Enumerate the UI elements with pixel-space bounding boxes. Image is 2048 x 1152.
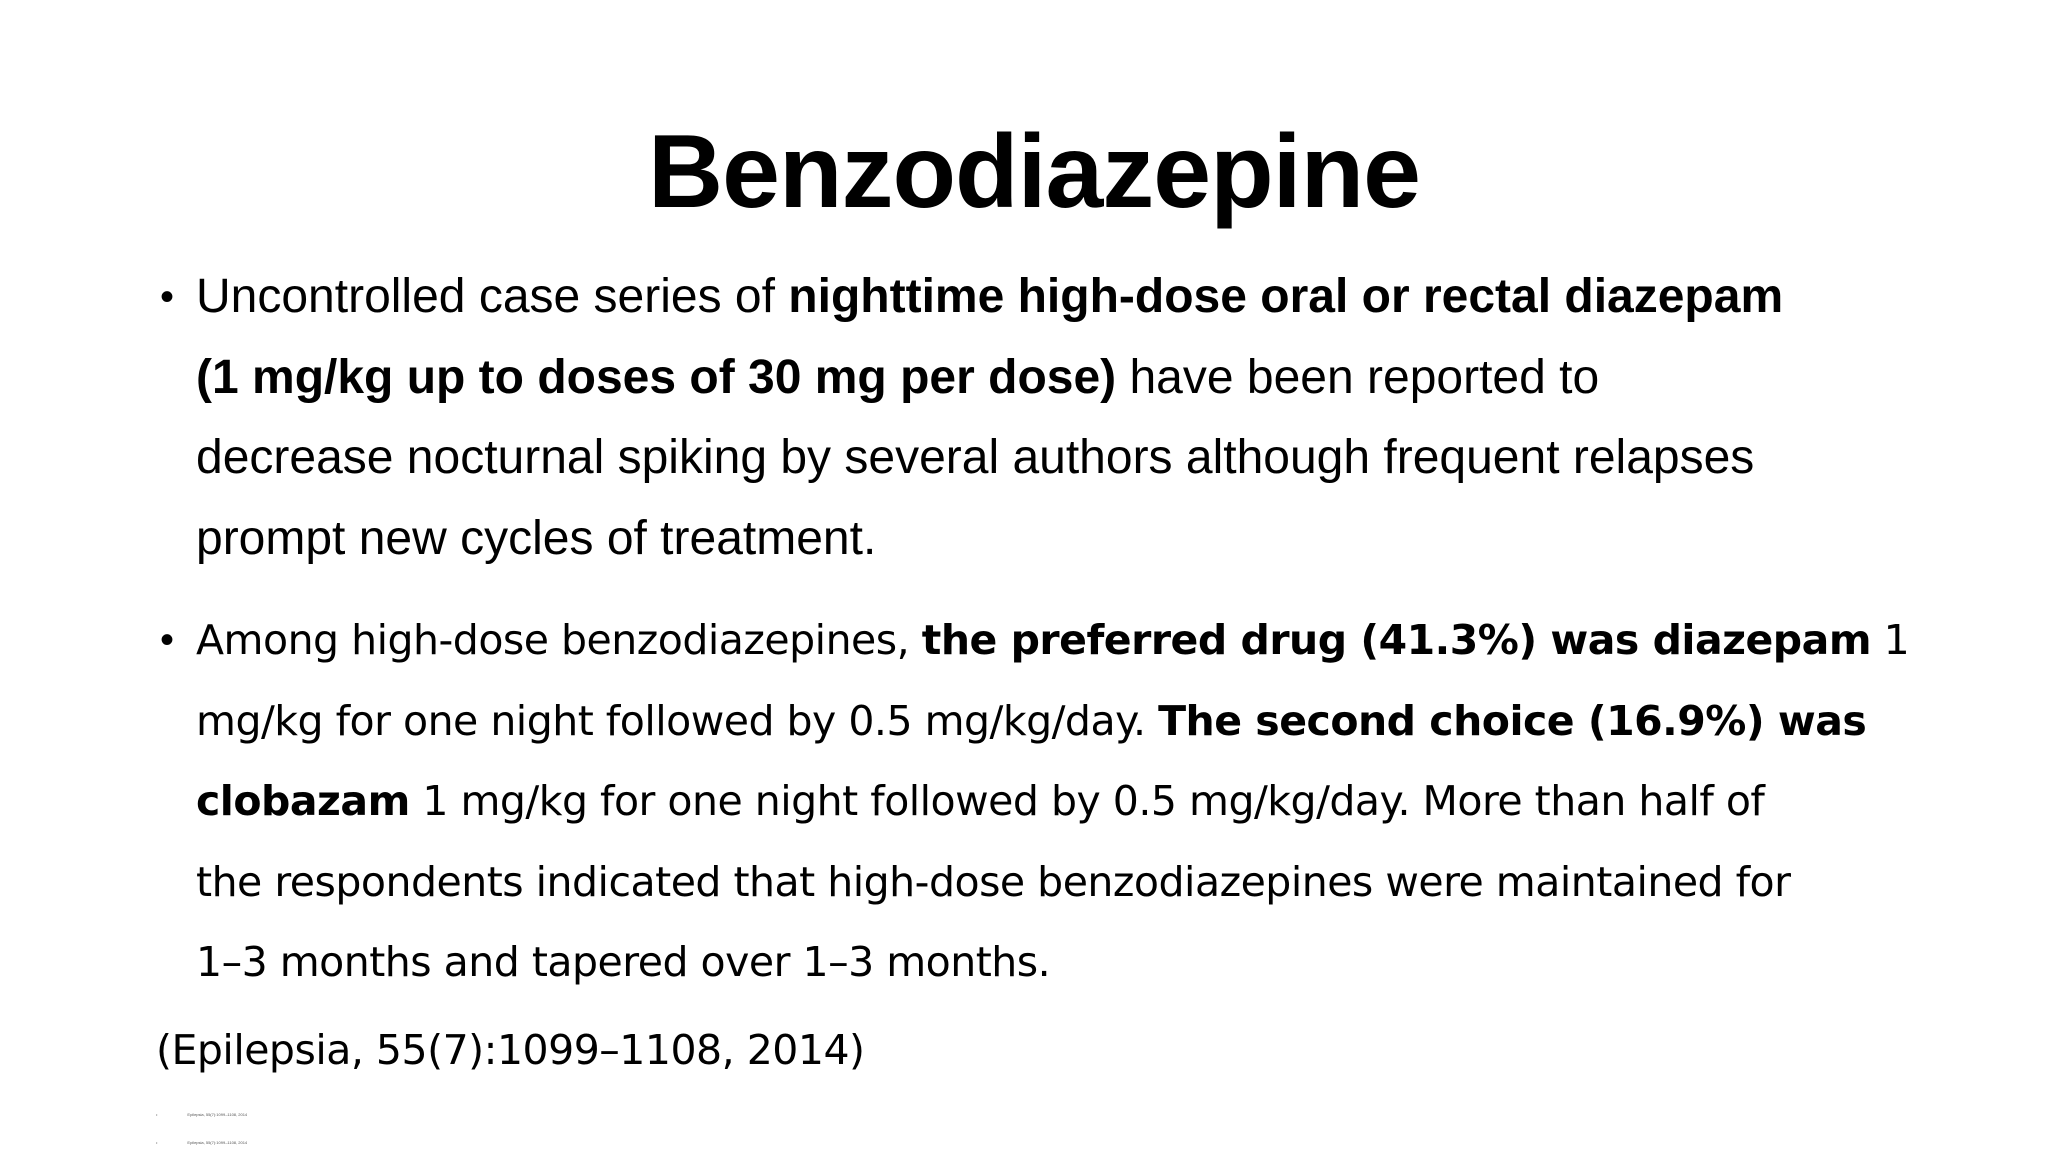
bullet-2-line-5: 1–3 months and tapered over 1–3 months. <box>196 938 1051 986</box>
bullet-2-text: Among high-dose benzodiazepines, <box>196 616 922 664</box>
bullet-2-line-2 <box>196 681 1936 762</box>
footnote-text: Epilepsia, 55(7):1099–1108, 2014 <box>187 1140 248 1145</box>
bullet-2-line-1 <box>196 600 1936 681</box>
bullet-1-bold-dose: (1 mg/kg up to doses of 30 mg per dose) <box>196 350 1117 404</box>
bullet-1-text: Uncontrolled case series of <box>196 270 789 323</box>
bullet-2-bold-second: The second choice (16.9%) was <box>1158 696 1867 745</box>
bullet-1-line-3: decrease nocturnal spiking by several authors although frequent relapses <box>196 431 1755 484</box>
bullet-1-line-4: prompt new cycles of treatment. <box>196 511 877 565</box>
bullet-2-bold-preferred: the preferred drug (41.3%) was diazepam <box>921 616 1872 664</box>
bullet-item-2 <box>160 600 1936 1003</box>
bullet-marker: • <box>160 618 174 662</box>
bullet-marker: • <box>160 275 175 319</box>
bullet-1-line-1 <box>196 257 1936 338</box>
citation: (Epilepsia, 55(7):1099–1108, 2014) <box>156 1026 865 1074</box>
bullet-2-line-3 <box>196 761 1936 842</box>
bullet-item-1 <box>160 257 1936 579</box>
footnote-text: Epilepsia, 55(7):1099–1108, 2014 <box>187 1112 248 1117</box>
bullet-1-bold-text: nighttime high-dose oral or rectal diazepam <box>788 270 1784 323</box>
bullet-1-text: have been reported to <box>1116 350 1600 404</box>
bullet-2-line-4: the respondents indicated that high-dose benzodiazepines were maintained for <box>196 857 1791 906</box>
bullet-2-text: 1 <box>1871 616 1910 664</box>
bullet-1-line-2 <box>196 338 1936 419</box>
footnote-marker: • <box>156 1112 158 1117</box>
bullet-2-text: mg/kg for one night followed by 0.5 mg/kg/day. <box>196 696 1159 745</box>
bullet-2-text: 1 mg/kg for one night followed by 0.5 mg/kg/day. More than half of <box>409 777 1765 825</box>
slide-title: Benzodiazepine <box>648 114 1420 230</box>
footnote-1 <box>156 1112 247 1118</box>
bullet-2-bold-clobazam: clobazam <box>196 777 410 825</box>
footnote-2 <box>156 1140 247 1146</box>
footnote-marker: • <box>156 1140 158 1145</box>
